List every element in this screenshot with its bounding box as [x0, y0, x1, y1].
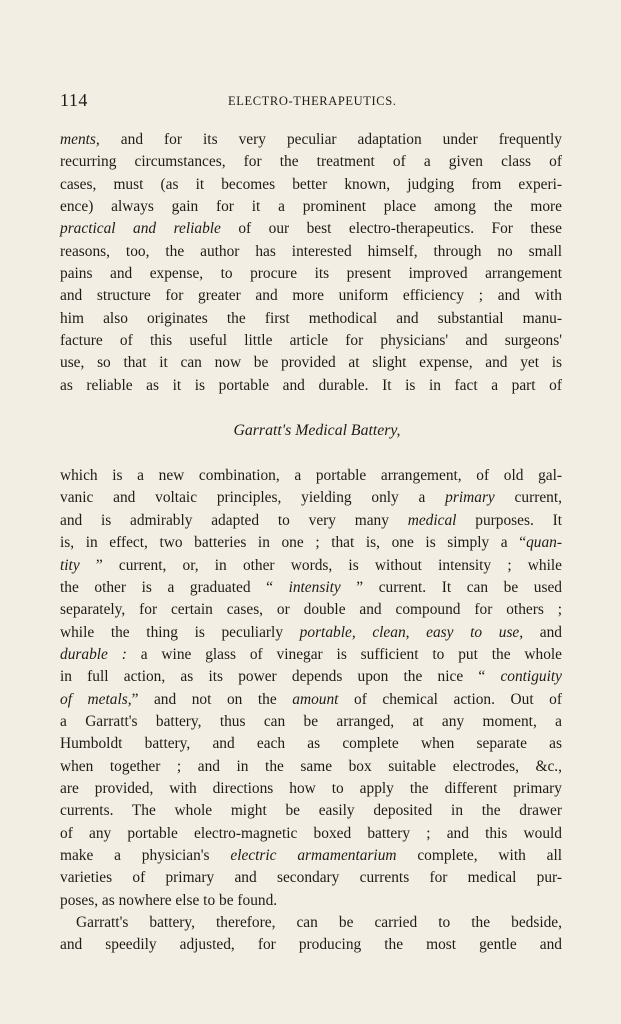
text-run: and [523, 623, 562, 641]
text-line [60, 890, 562, 912]
text-run: use, so that it can now be provided at slight expense, and yet is [60, 354, 562, 372]
text-line [60, 756, 562, 778]
running-title: ELECTRO-THERAPEUTICS. [228, 94, 397, 108]
text-run: pains and expense, to procure its present improved arrangement [60, 265, 562, 283]
paragraph-bedside [60, 912, 562, 957]
text-run: as reliable as it is portable and durable. It is in fact a part of [60, 376, 562, 394]
text-run: separately, for certain cases, or double and compound for others ; [60, 601, 562, 619]
text-line [60, 174, 562, 196]
text-run: a Garratt's battery, thus can be arranged, at any moment, a [60, 712, 562, 730]
text-line [60, 845, 562, 867]
running-head [60, 90, 562, 114]
text-line [60, 196, 562, 218]
text-line [60, 867, 562, 889]
text-line [60, 285, 562, 307]
spacer [60, 443, 562, 465]
text-line [60, 666, 562, 688]
text-line [60, 689, 562, 711]
text-run: reasons, too, the author has interested himself, through no small [60, 242, 562, 260]
text-run: is, in effect, two batteries in one ; that is, one is simply a “ [60, 534, 527, 552]
text-line [60, 800, 562, 822]
text-run: currents. The whole might be easily deposited in the drawer [60, 802, 562, 820]
text-run: and structure for greater and more uniform efficiency ; and with [60, 287, 562, 305]
text-run: Humboldt battery, and each as complete when separate as [60, 735, 562, 753]
text-run: a wine glass of vinegar is sufficient to put the whole [126, 645, 563, 663]
text-line [60, 733, 562, 755]
text-line [60, 555, 562, 577]
text-run: varieties of primary and secondary currents for medical pur- [60, 869, 562, 887]
text-run: cases, must (as it becomes better known, judging from experi- [60, 175, 562, 193]
text-run: of chemical action. Out of [338, 690, 562, 708]
paragraph-continued [60, 129, 562, 397]
spacer [60, 397, 562, 419]
text-line [60, 263, 562, 285]
italic-text: ments, [60, 131, 100, 148]
text-line [60, 352, 562, 374]
italic-text: practical and reliable [60, 220, 221, 238]
text-line [60, 218, 562, 240]
text-run: recurring circumstances, for the treatment of a given class of [60, 153, 562, 171]
text-run: ence) always gain for it a prominent place among the more [60, 198, 562, 216]
italic-text: durable : [60, 645, 127, 663]
text-line [60, 129, 562, 151]
text-line [60, 599, 562, 621]
text-run: while the thing is peculiarly [60, 623, 300, 641]
text-line [60, 912, 562, 934]
text-run: ” and not on the [131, 690, 293, 708]
text-run: complete, with all [396, 846, 562, 864]
text-line [60, 510, 562, 532]
paragraph-battery-description [60, 465, 562, 912]
body-text [60, 129, 562, 957]
text-line [60, 241, 562, 263]
text-run: make a physician's [60, 846, 231, 864]
italic-text: primary [445, 489, 495, 507]
text-line [60, 151, 562, 173]
text-line [60, 778, 562, 800]
text-line [60, 330, 562, 352]
italic-text: quan- [526, 534, 562, 552]
text-run: ” current. It can be used [340, 578, 562, 596]
italic-text: contiguity [500, 668, 562, 686]
text-run: current, [494, 489, 562, 507]
text-line [60, 711, 562, 733]
text-line [60, 375, 562, 397]
text-line [60, 622, 562, 644]
italic-text: portable, clean, easy to use, [299, 623, 524, 641]
text-line [60, 823, 562, 845]
text-run: of our best electro-therapeutics. For these [220, 220, 562, 238]
section-heading: Garratt's Medical Battery, [233, 422, 401, 440]
text-run: poses, as nowhere else to be found. [60, 891, 278, 909]
text-run: which is a new combination, a portable arrangement, of old gal- [60, 467, 562, 485]
text-run: vanic and voltaic principles, yielding only a [60, 489, 446, 507]
text-run: him also originates the first methodical and substantial manu- [60, 309, 562, 327]
text-run: purposes. It [456, 511, 562, 529]
page-number: 114 [60, 90, 88, 110]
text-line [60, 934, 562, 956]
text-run: ” current, or, in other words, is without intensity ; while [79, 556, 562, 574]
text-run: and speedily adjusted, for producing the most gentle and [60, 936, 562, 954]
text-run: and is admirably adapted to very many [60, 511, 408, 529]
text-run: in full action, as its power depends upon the nice “ [60, 668, 501, 686]
text-line [60, 465, 562, 487]
text-line [60, 532, 562, 554]
text-run: the other is a graduated “ [60, 578, 289, 596]
text-line [60, 308, 562, 330]
text-line [60, 487, 562, 509]
text-run: Garratt's battery, therefore, can be carried to the bedside, [76, 914, 562, 931]
text-line [60, 577, 562, 599]
text-run: facture of this useful little article for physicians' and surgeons' [60, 332, 562, 350]
italic-text: medical [407, 511, 457, 529]
italic-text: tity [60, 556, 80, 574]
text-run: and for its very peculiar adaptation under frequently [99, 131, 562, 148]
italic-text: electric armamentarium [230, 846, 397, 864]
text-run: are provided, with directions how to apply the different primary [60, 779, 562, 797]
text-run: of any portable electro-magnetic boxed battery ; and this would [60, 824, 562, 842]
italic-text: amount [292, 690, 339, 708]
text-run: when together ; and in the same box suitable electrodes, &c., [60, 757, 562, 775]
italic-text: of metals, [60, 690, 132, 708]
italic-text: intensity [288, 578, 341, 596]
text-line [60, 644, 562, 666]
